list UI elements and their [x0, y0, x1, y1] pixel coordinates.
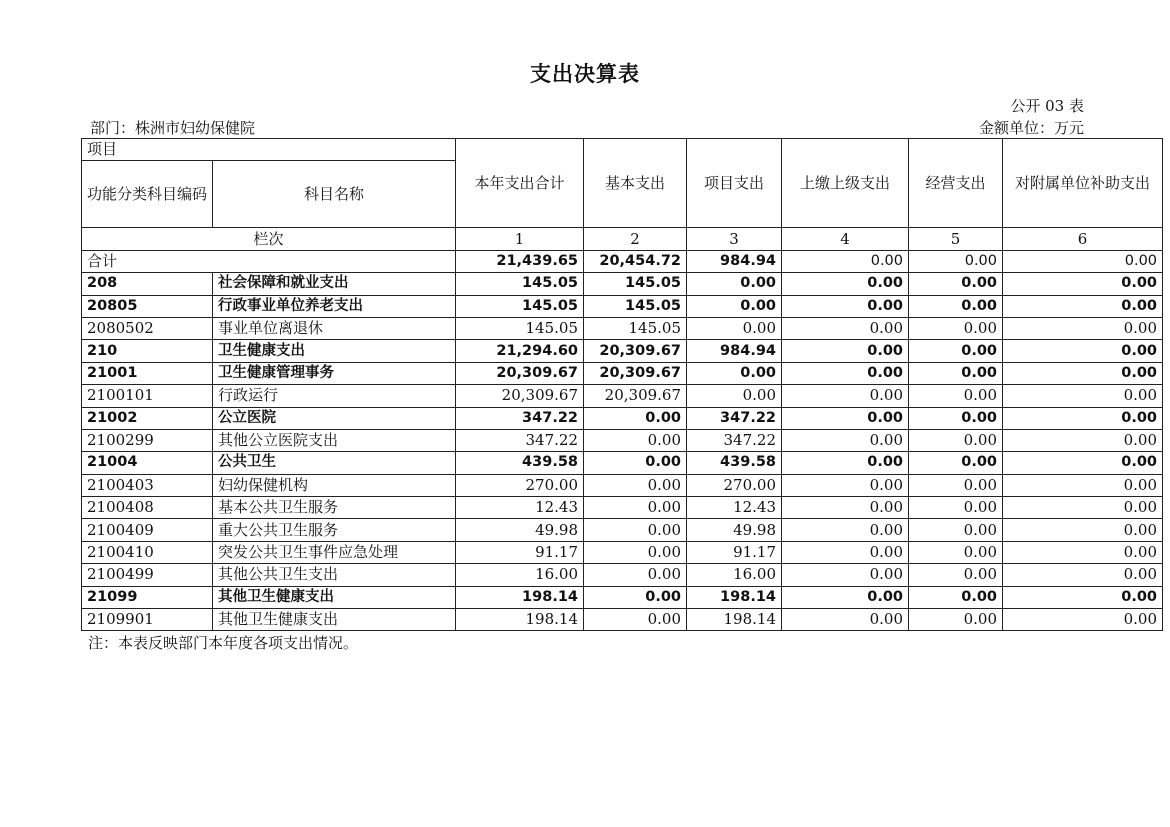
row-name: 行政事业单位养老支出	[213, 295, 456, 317]
department-label: 部门：株洲市妇幼保健院	[90, 119, 256, 137]
table-row	[82, 362, 1163, 384]
row-code: 2080502	[82, 317, 213, 339]
cell-value: 0.00	[1003, 519, 1163, 541]
cell-value: 439.58	[456, 452, 584, 474]
row-code: 21004	[82, 452, 213, 474]
cell-value: 0.00	[1003, 295, 1163, 317]
cell-value: 91.17	[687, 541, 782, 563]
cell-value: 145.05	[584, 295, 687, 317]
header-name: 科目名称	[213, 161, 456, 228]
row-name: 突发公共卫生事件应急处理	[213, 541, 456, 563]
cell-value: 0.00	[1003, 317, 1163, 339]
cell-value: 0.00	[1003, 452, 1163, 474]
cell-value: 347.22	[687, 429, 782, 451]
cell-value: 0.00	[687, 317, 782, 339]
col-number: 6	[1003, 228, 1163, 250]
cell-value: 145.05	[584, 317, 687, 339]
cell-value: 20,454.72	[584, 250, 687, 272]
cell-value: 0.00	[909, 452, 1003, 474]
row-code: 2109901	[82, 609, 213, 631]
total-label: 合计	[82, 250, 456, 272]
cell-value: 145.05	[456, 317, 584, 339]
cell-value: 20,309.67	[584, 362, 687, 384]
row-name: 其他公共卫生支出	[213, 564, 456, 586]
header-item: 项目	[82, 139, 456, 161]
cell-value: 0.00	[909, 295, 1003, 317]
cell-value: 0.00	[782, 317, 909, 339]
cell-value: 0.00	[909, 541, 1003, 563]
cell-value: 0.00	[1003, 429, 1163, 451]
cell-value: 0.00	[909, 586, 1003, 608]
table-row	[82, 295, 1163, 317]
cell-value: 49.98	[687, 519, 782, 541]
table-row	[82, 474, 1163, 496]
row-name: 卫生健康管理事务	[213, 362, 456, 384]
table-row	[82, 541, 1163, 563]
cell-value: 0.00	[584, 474, 687, 496]
cell-value: 91.17	[456, 541, 584, 563]
row-code: 2100499	[82, 564, 213, 586]
col-number: 4	[782, 228, 909, 250]
cell-value: 0.00	[782, 273, 909, 295]
cell-value: 20,309.67	[584, 385, 687, 407]
row-order-label: 栏次	[82, 228, 456, 250]
cell-value: 20,309.67	[456, 385, 584, 407]
table-row	[82, 273, 1163, 295]
row-code: 21002	[82, 407, 213, 429]
cell-value: 145.05	[584, 273, 687, 295]
cell-value: 984.94	[687, 250, 782, 272]
header-code: 功能分类科目编码	[82, 161, 213, 228]
cell-value: 0.00	[1003, 586, 1163, 608]
cell-value: 0.00	[687, 385, 782, 407]
col-number: 3	[687, 228, 782, 250]
table-row	[82, 609, 1163, 631]
header-col-5: 经营支出	[909, 139, 1003, 228]
row-name: 社会保障和就业支出	[213, 273, 456, 295]
row-code: 21099	[82, 586, 213, 608]
cell-value: 0.00	[1003, 474, 1163, 496]
cell-value: 0.00	[1003, 385, 1163, 407]
col-number: 5	[909, 228, 1003, 250]
cell-value: 0.00	[687, 295, 782, 317]
expenditure-table	[81, 138, 1163, 631]
cell-value: 0.00	[1003, 273, 1163, 295]
cell-value: 347.22	[456, 429, 584, 451]
cell-value: 198.14	[456, 586, 584, 608]
header-col-1: 本年支出合计	[456, 139, 584, 228]
table-row	[82, 497, 1163, 519]
row-code: 2100409	[82, 519, 213, 541]
cell-value: 0.00	[584, 541, 687, 563]
row-code: 208	[82, 273, 213, 295]
cell-value: 0.00	[782, 541, 909, 563]
row-name: 基本公共卫生服务	[213, 497, 456, 519]
row-code: 2100403	[82, 474, 213, 496]
cell-value: 0.00	[909, 362, 1003, 384]
cell-value: 198.14	[456, 609, 584, 631]
cell-value: 0.00	[1003, 609, 1163, 631]
row-code: 20805	[82, 295, 213, 317]
cell-value: 0.00	[909, 340, 1003, 362]
row-name: 卫生健康支出	[213, 340, 456, 362]
cell-value: 0.00	[909, 497, 1003, 519]
table-row	[82, 407, 1163, 429]
table-row	[82, 564, 1163, 586]
table-row	[82, 317, 1163, 339]
row-name: 公共卫生	[213, 452, 456, 474]
row-name: 事业单位离退休	[213, 317, 456, 339]
cell-value: 0.00	[782, 250, 909, 272]
cell-value: 347.22	[687, 407, 782, 429]
header-col-2: 基本支出	[584, 139, 687, 228]
cell-value: 0.00	[909, 519, 1003, 541]
row-name: 其他公立医院支出	[213, 429, 456, 451]
cell-value: 198.14	[687, 586, 782, 608]
header-col-3: 项目支出	[687, 139, 782, 228]
cell-value: 347.22	[456, 407, 584, 429]
row-code: 2100299	[82, 429, 213, 451]
cell-value: 0.00	[1003, 250, 1163, 272]
cell-value: 0.00	[909, 429, 1003, 451]
cell-value: 20,309.67	[584, 340, 687, 362]
table-row	[82, 452, 1163, 474]
row-name: 其他卫生健康支出	[213, 609, 456, 631]
cell-value: 0.00	[1003, 497, 1163, 519]
form-number: 公开 03 表	[1010, 97, 1084, 115]
cell-value: 270.00	[456, 474, 584, 496]
cell-value: 0.00	[782, 340, 909, 362]
cell-value: 21,294.60	[456, 340, 584, 362]
cell-value: 0.00	[1003, 362, 1163, 384]
cell-value: 0.00	[584, 519, 687, 541]
cell-value: 0.00	[584, 564, 687, 586]
row-code: 210	[82, 340, 213, 362]
row-code: 2100408	[82, 497, 213, 519]
cell-value: 0.00	[687, 362, 782, 384]
cell-value: 0.00	[909, 273, 1003, 295]
cell-value: 439.58	[687, 452, 782, 474]
row-name: 重大公共卫生服务	[213, 519, 456, 541]
row-name: 其他卫生健康支出	[213, 586, 456, 608]
table-note: 注：本表反映部门本年度各项支出情况。	[88, 634, 359, 652]
cell-value: 984.94	[687, 340, 782, 362]
header-col-4: 上缴上级支出	[782, 139, 909, 228]
cell-value: 0.00	[782, 429, 909, 451]
table-row	[82, 429, 1163, 451]
page-title: 支出决算表	[530, 62, 640, 86]
cell-value: 0.00	[782, 474, 909, 496]
cell-value: 0.00	[1003, 407, 1163, 429]
cell-value: 20,309.67	[456, 362, 584, 384]
row-code: 2100101	[82, 385, 213, 407]
cell-value: 0.00	[584, 586, 687, 608]
col-number: 2	[584, 228, 687, 250]
cell-value: 0.00	[1003, 564, 1163, 586]
cell-value: 0.00	[782, 609, 909, 631]
row-name: 行政运行	[213, 385, 456, 407]
row-name: 公立医院	[213, 407, 456, 429]
cell-value: 0.00	[1003, 340, 1163, 362]
cell-value: 0.00	[909, 407, 1003, 429]
cell-value: 0.00	[909, 317, 1003, 339]
cell-value: 0.00	[584, 609, 687, 631]
cell-value: 0.00	[782, 452, 909, 474]
table-row	[82, 586, 1163, 608]
table-row	[82, 250, 1163, 272]
cell-value: 0.00	[909, 474, 1003, 496]
cell-value: 0.00	[909, 564, 1003, 586]
cell-value: 0.00	[782, 407, 909, 429]
cell-value: 0.00	[909, 385, 1003, 407]
cell-value: 0.00	[782, 564, 909, 586]
cell-value: 270.00	[687, 474, 782, 496]
row-code: 2100410	[82, 541, 213, 563]
cell-value: 0.00	[687, 273, 782, 295]
cell-value: 49.98	[456, 519, 584, 541]
cell-value: 0.00	[584, 429, 687, 451]
cell-value: 0.00	[584, 497, 687, 519]
table-row	[82, 340, 1163, 362]
cell-value: 0.00	[782, 362, 909, 384]
table-row	[82, 519, 1163, 541]
cell-value: 0.00	[782, 586, 909, 608]
cell-value: 0.00	[909, 609, 1003, 631]
cell-value: 16.00	[456, 564, 584, 586]
cell-value: 0.00	[782, 497, 909, 519]
cell-value: 0.00	[782, 385, 909, 407]
cell-value: 145.05	[456, 295, 584, 317]
cell-value: 16.00	[687, 564, 782, 586]
amount-unit-label: 金额单位：万元	[978, 119, 1084, 137]
cell-value: 0.00	[1003, 541, 1163, 563]
cell-value: 21,439.65	[456, 250, 584, 272]
cell-value: 145.05	[456, 273, 584, 295]
cell-value: 12.43	[687, 497, 782, 519]
col-number: 1	[456, 228, 584, 250]
cell-value: 0.00	[909, 250, 1003, 272]
header-col-6: 对附属单位补助支出	[1003, 139, 1163, 228]
cell-value: 198.14	[687, 609, 782, 631]
row-name: 妇幼保健机构	[213, 474, 456, 496]
cell-value: 0.00	[584, 407, 687, 429]
row-code: 21001	[82, 362, 213, 384]
cell-value: 12.43	[456, 497, 584, 519]
cell-value: 0.00	[782, 519, 909, 541]
table-row	[82, 385, 1163, 407]
cell-value: 0.00	[584, 452, 687, 474]
cell-value: 0.00	[782, 295, 909, 317]
